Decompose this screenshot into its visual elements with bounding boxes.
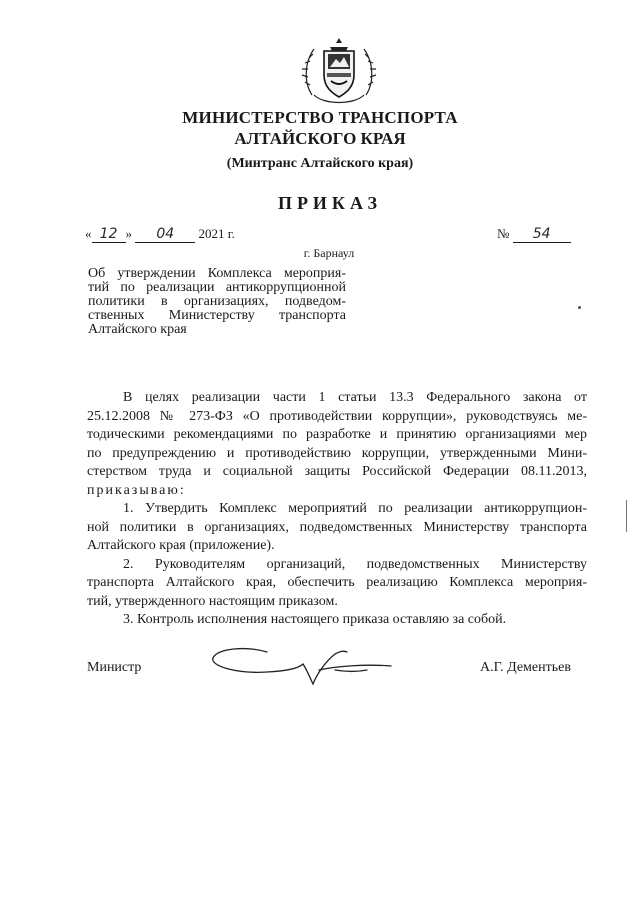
body-line: 1. Утвердить Комплекс мероприятий по реализации антикоррупцион- [123, 501, 587, 516]
document-type-title: ПРИКАЗ [277, 193, 383, 213]
handwritten-signature [207, 640, 397, 692]
body-line: 3. Контроль исполнения настоящего приказа оставляю за собой. [123, 612, 507, 627]
body-line: 2. Руководителям организаций, подведомственных Министерству [123, 556, 587, 572]
date-month: 04 [135, 226, 195, 243]
signatory-title: Министр [87, 660, 142, 675]
body-line: тодическими рекомендациями по разработке и принятию организациями мер [87, 427, 587, 442]
scan-dot-mark [578, 306, 581, 309]
date-close-quote: » [125, 226, 132, 241]
subject-line: ственных Министерству транспорта [88, 308, 346, 323]
date-open-quote: « [85, 226, 92, 241]
ministry-name-line2: АЛТАЙСКОГО КРАЯ [234, 129, 406, 148]
subject-line: тий по реализации антикоррупционной [88, 280, 346, 295]
date-day: 12 [92, 226, 126, 243]
order-subject [88, 267, 346, 337]
signatory-name: А.Г. Дементьев [480, 660, 571, 675]
body-line: В целях реализации части 1 статьи 13.3 Федерального закона от [123, 390, 587, 405]
order-number [497, 226, 571, 243]
body-line: Алтайского края (приложение). [87, 538, 275, 553]
body-line: стерством труда и социальной защиты Российской Федерации 08.11.2013, [87, 464, 587, 479]
body-line: транспорта Алтайского края, обеспечить реализацию Комплекса мероприя- [87, 575, 587, 590]
body-line: тий, утвержденного настоящим приказом. [87, 593, 338, 609]
body-line: приказываю: [87, 482, 186, 498]
body-line: 25.12.2008 № 273-ФЗ «О противодействии коррупции», руководствуясь ме- [87, 408, 587, 424]
body-line: ной политики в организациях, подведомственных Министерству транспорта [87, 519, 587, 535]
number-label: № [497, 226, 510, 241]
subject-line: Об утверждении Комплекса мероприя- [88, 266, 346, 281]
order-body [87, 389, 587, 630]
coat-of-arms-emblem [300, 33, 378, 111]
order-date [85, 226, 235, 243]
subject-line: Алтайского края [88, 322, 187, 337]
number-value: 54 [513, 226, 571, 243]
date-year: 2021 г. [198, 226, 235, 241]
city-name: г. Барнаул [303, 246, 355, 260]
subject-line: политики в организациях, подведом- [88, 294, 346, 309]
ministry-name-line1: МИНИСТЕРСТВО ТРАНСПОРТА [182, 108, 458, 127]
ministry-short-name: (Минтранс Алтайского края) [226, 156, 414, 171]
body-line: по предупреждению и противодействию коррупции, утвержденными Мини- [87, 445, 587, 461]
scan-margin-mark [626, 500, 627, 532]
